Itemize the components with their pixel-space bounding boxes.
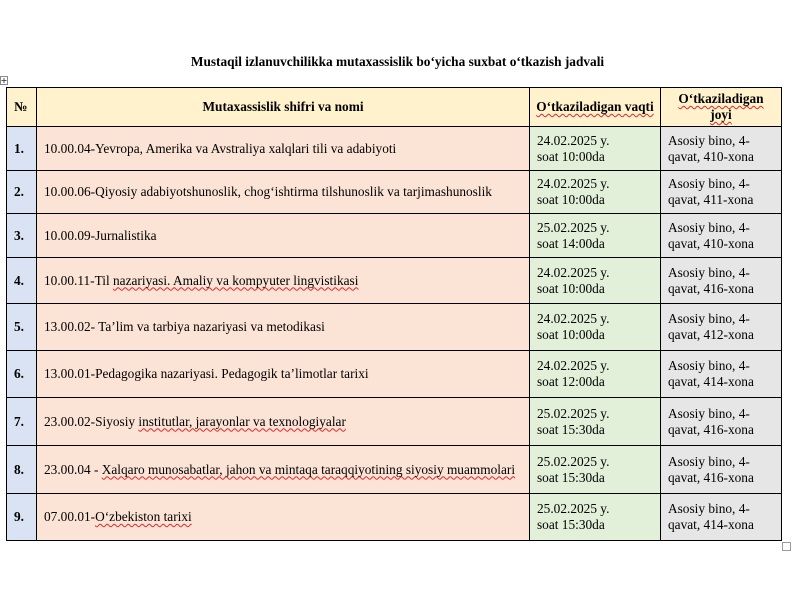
specialty-cell — [37, 304, 530, 351]
interview-date: 24.02.2025 y. — [537, 358, 610, 373]
row-number: 2. — [7, 171, 37, 214]
interview-place: Asosiy bino, 4-qavat, 411-xona — [661, 171, 782, 214]
interview-place: Asosiy bino, 4-qavat, 414-xona — [661, 351, 782, 398]
specialty-code-name: 23.00.02-Siyosiy — [44, 413, 139, 429]
specialty-code-name: 13.00.02- Ta’lim va tarbiya nazariyasi va metodikasi — [44, 319, 325, 334]
table-resize-handle[interactable] — [782, 542, 791, 551]
interview-date: 25.02.2025 y. — [537, 405, 610, 421]
interview-time: soat 10:00da — [537, 148, 605, 164]
time-cell — [530, 214, 661, 258]
time-cell — [530, 304, 661, 351]
row-number: 4. — [7, 258, 37, 304]
specialty-cell — [37, 398, 530, 446]
interview-time: soat 15:30da — [537, 517, 605, 532]
header-time: O‘tkaziladigan vaqti — [536, 99, 654, 114]
interview-time: soat 12:00da — [537, 374, 605, 389]
interview-schedule-table — [6, 87, 782, 541]
specialty-cell — [37, 214, 530, 258]
table-row — [7, 171, 782, 214]
table-row — [7, 446, 782, 494]
interview-date: 24.02.2025 y. — [537, 132, 610, 148]
time-cell — [530, 351, 661, 398]
interview-date: 24.02.2025 y. — [537, 176, 610, 191]
interview-place: Asosiy bino, 4-qavat, 416-xona — [661, 398, 782, 446]
time-cell — [530, 171, 661, 214]
header-number: № — [7, 88, 37, 127]
table-row — [7, 398, 782, 446]
specialty-code-name-flagged: institutlar, jarayonlar va texnologiyalar — [138, 413, 346, 429]
time-cell — [530, 446, 661, 494]
table-row — [7, 351, 782, 398]
interview-place: Asosiy bino, 4-qavat, 416-xona — [661, 258, 782, 304]
interview-date: 25.02.2025 y. — [537, 501, 610, 516]
header-place: O‘tkaziladigan joyi — [678, 91, 764, 122]
table-move-handle-icon[interactable] — [0, 72, 8, 81]
table-header-row — [7, 88, 782, 127]
row-number: 6. — [7, 351, 37, 398]
specialty-code-name: 07.00.01- — [44, 509, 96, 524]
header-place-cell — [661, 88, 782, 127]
specialty-cell — [37, 446, 530, 494]
interview-time: soat 10:00da — [537, 280, 605, 296]
specialty-code-name: 10.00.06-Qiyosiy adabiyotshunoslik, chog‘ishtirma tilshunoslik va tarjimashunoslik — [44, 184, 492, 199]
interview-place: Asosiy bino, 4-qavat, 410-xona — [661, 127, 782, 171]
specialty-cell — [37, 258, 530, 304]
row-number: 3. — [7, 214, 37, 258]
table-row — [7, 494, 782, 541]
header-specialty: Mutaxassislik shifri va nomi — [37, 88, 530, 127]
interview-time: soat 14:00da — [537, 235, 605, 251]
specialty-code-name: 10.00.11-Til — [44, 272, 114, 288]
time-cell — [530, 127, 661, 171]
time-cell — [530, 398, 661, 446]
header-time-cell — [530, 88, 661, 127]
specialty-cell — [37, 171, 530, 214]
interview-time: soat 10:00da — [537, 327, 605, 342]
specialty-code-name-flagged: O‘zbekiston tarixi — [95, 509, 192, 524]
interview-date: 24.02.2025 y. — [537, 311, 610, 326]
interview-date: 25.02.2025 y. — [537, 453, 610, 469]
interview-place: Asosiy bino, 4-qavat, 412-xona — [661, 304, 782, 351]
specialty-code-name: 23.00.04 - — [44, 461, 102, 477]
table-row — [7, 127, 782, 171]
row-number: 9. — [7, 494, 37, 541]
specialty-code-name: 13.00.01-Pedagogika nazariyasi. Pedagogik ta’limotlar tarixi — [44, 366, 369, 381]
interview-time: soat 10:00da — [537, 192, 605, 207]
table-row — [7, 304, 782, 351]
interview-time: soat 15:30da — [537, 469, 605, 485]
specialty-code-name: 10.00.04-Yevropa, Amerika va Avstraliya xalqlari tili va adabiyoti — [44, 140, 397, 156]
table-row — [7, 214, 782, 258]
row-number: 5. — [7, 304, 37, 351]
specialty-cell — [37, 351, 530, 398]
interview-date: 24.02.2025 y. — [537, 264, 610, 280]
specialty-code-name-flagged: nazariyasi. Amaliy va kompyuter lingvistikasi — [113, 272, 359, 288]
time-cell — [530, 494, 661, 541]
interview-time: soat 15:30da — [537, 421, 605, 437]
interview-place: Asosiy bino, 4-qavat, 416-xona — [661, 446, 782, 494]
interview-place: Asosiy bino, 4-qavat, 414-xona — [661, 494, 782, 541]
row-number: 8. — [7, 446, 37, 494]
document-title: Mustaqil izlanuvchilikka mutaxassislik bo‘yicha suxbat o‘tkazish jadvali — [190, 54, 605, 69]
row-number: 7. — [7, 398, 37, 446]
interview-place: Asosiy bino, 4-qavat, 410-xona — [661, 214, 782, 258]
interview-date: 25.02.2025 y. — [537, 219, 610, 235]
time-cell — [530, 258, 661, 304]
specialty-cell — [37, 127, 530, 171]
row-number: 1. — [7, 127, 37, 171]
table-row — [7, 258, 782, 304]
specialty-cell — [37, 494, 530, 541]
specialty-code-name: 10.00.09-Jurnalistika — [44, 227, 157, 243]
specialty-code-name-flagged: Xalqaro munosabatlar, jahon va mintaqa taraqqiyotining siyosiy muammolari — [101, 461, 516, 477]
